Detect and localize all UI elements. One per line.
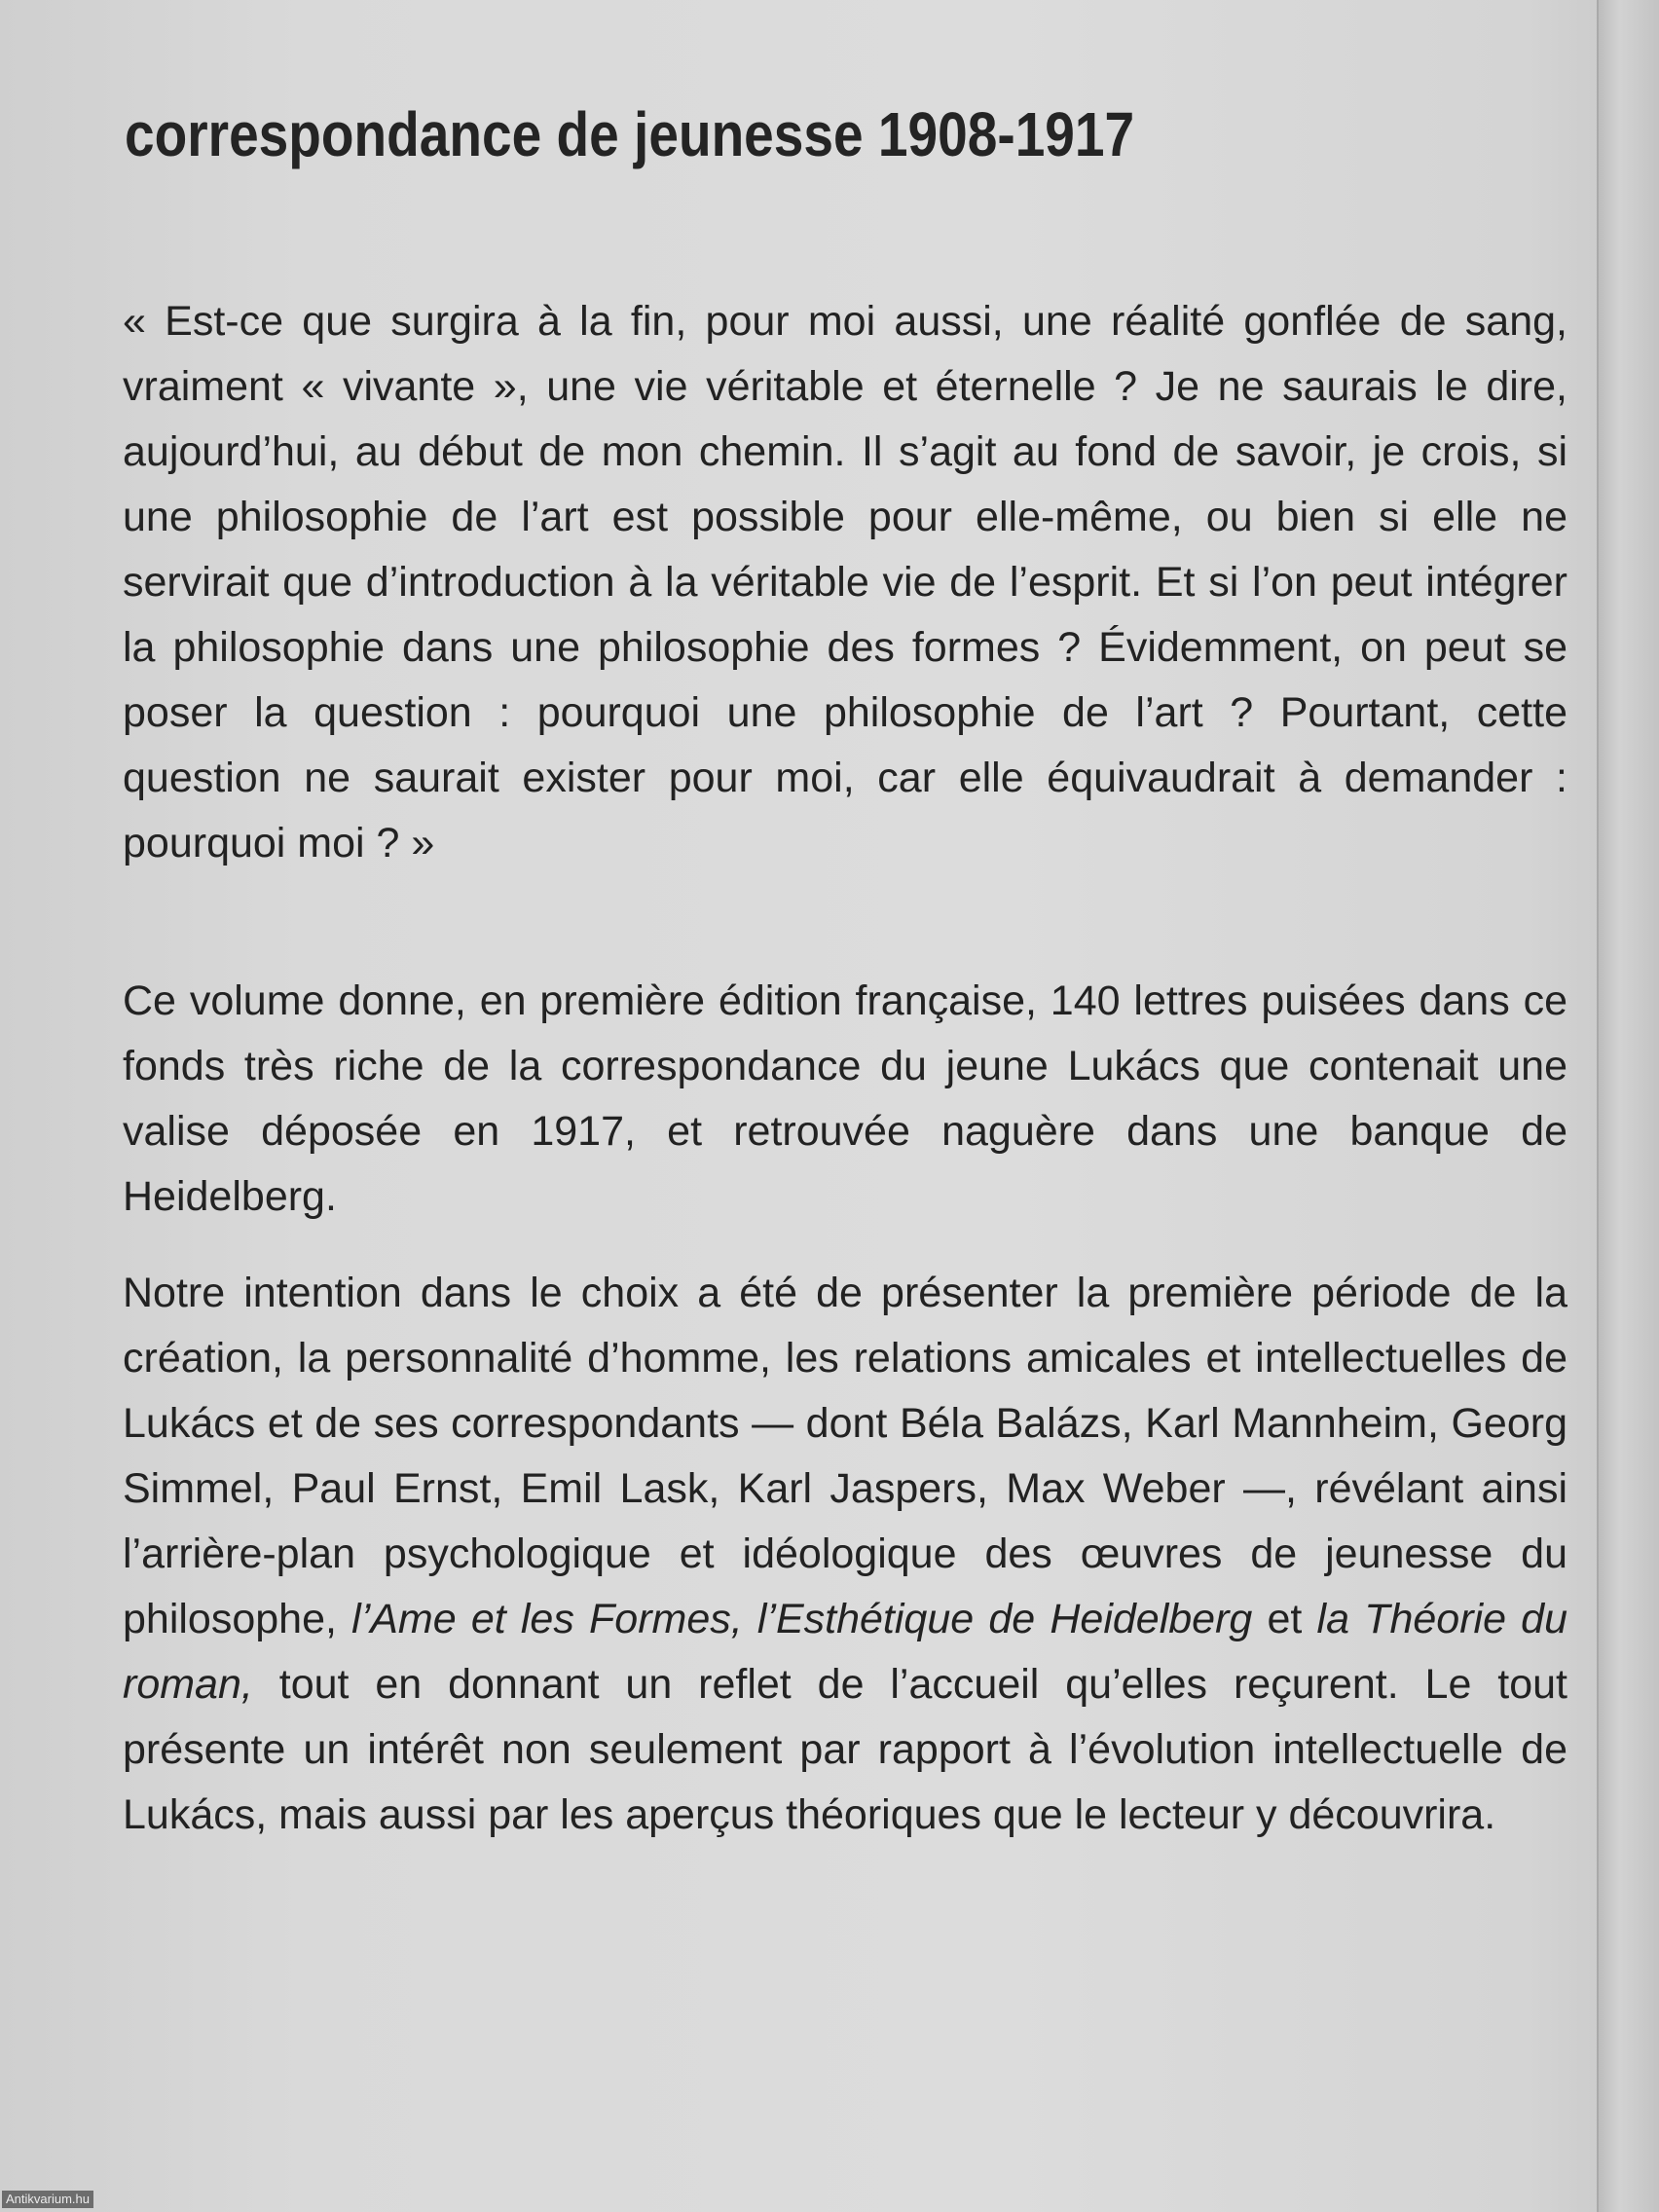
intention-text-part-1: Notre intention dans le choix a été de présenter la première période de la création, la personnalité d’homme, les relations amicales et intellectuelles de Lukács et de ses correspondants — dont Béla Balázs, Karl Mannheim, Georg Simmel, Paul Ernst, Emil Lask, Karl Jaspers, Max Weber —, révélant ainsi l’arrière-plan psychologique et idéologique des œuvres de jeunesse du philosophe, bbox=[123, 1270, 1567, 1642]
intention-text-part-3: tout en donnant un reflet de l’accueil qu’elles reçurent. Le tout présente un intérêt non seulement par rapport à l’évolution intellectuelle de Lukács, mais aussi par les aperçus théoriques que le lecteur y découvrira. bbox=[123, 1661, 1567, 1838]
watermark: Antikvarium.hu bbox=[2, 2191, 93, 2208]
page-edge bbox=[1597, 0, 1659, 2212]
italic-work-titles: l’Ame et les Formes, l’Esthétique de Heidelberg bbox=[351, 1596, 1253, 1642]
intention-paragraph bbox=[123, 1261, 1567, 1848]
book-title: correspondance de jeunesse 1908-1917 bbox=[125, 99, 1135, 169]
intention-text-part-2: et bbox=[1252, 1596, 1317, 1642]
volume-paragraph: Ce volume donne, en première édition française, 140 lettres puisées dans ce fonds très riche de la correspondance du jeune Lukács que contenait une valise déposée en 1917, et retrouvée naguère dans une banque de Heidelberg. bbox=[123, 977, 1567, 1220]
italic-work-title-novel: la Théorie du roman, bbox=[123, 1596, 1567, 1708]
quote-paragraph: « Est-ce que surgira à la fin, pour moi aussi, une réalité gonflée de sang, vraiment « vivante », une vie véritable et éternelle ? Je ne saurais le dire, aujourd’hui, au début de mon chemin. Il s’agit au fond de savoir, je crois, si une philosophie de l’art est possible pour elle-même, ou bien si elle ne servirait que d’introduction à la véritable vie de l’esprit. Et si l’on peut intégrer la philosophie dans une philosophie des formes ? Évidemment, on peut se poser la question : pourquoi une philosophie de l’art ? Pourtant, cette question ne saurait exister pour moi, car elle équivaudrait à demander : pourquoi moi ? » bbox=[123, 298, 1567, 866]
